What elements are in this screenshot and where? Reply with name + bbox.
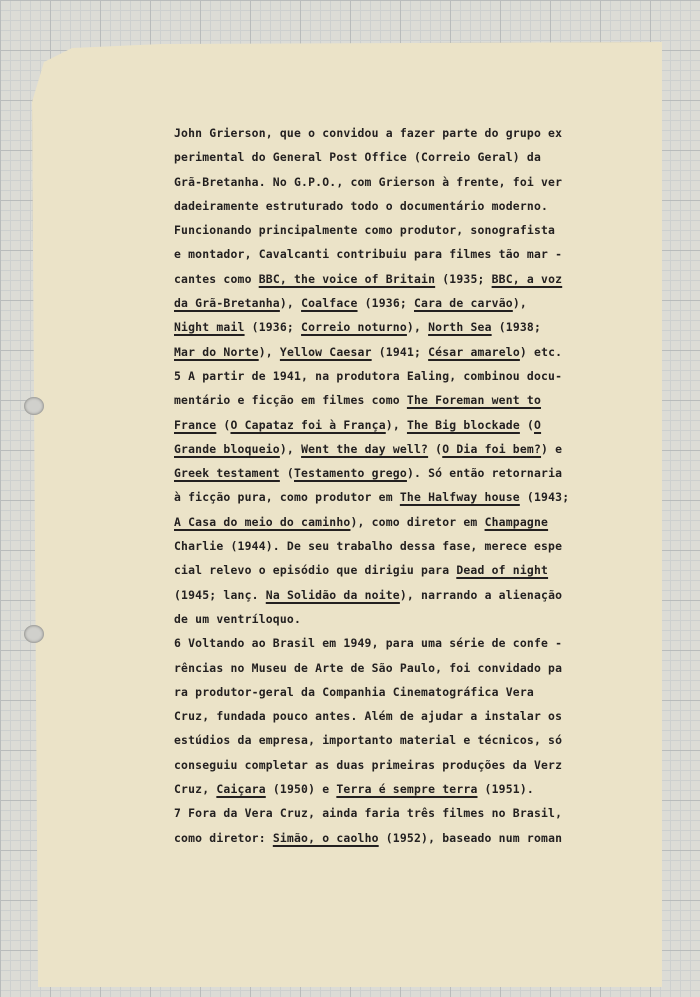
underlined-title: The Big blockade <box>406 417 520 432</box>
text-line <box>174 826 604 850</box>
punch-hole <box>24 397 44 415</box>
underlined-title: Grande bloqueio <box>174 441 280 456</box>
text-line <box>174 194 604 218</box>
text-line <box>174 218 604 242</box>
text-line <box>174 121 604 145</box>
text-segment: (1950) e <box>265 782 337 797</box>
text-segment: ), <box>279 441 302 456</box>
text-line <box>174 656 604 680</box>
typed-text-block <box>174 121 604 850</box>
underlined-title: O Capataz foi à França <box>230 417 386 432</box>
underlined-title: BBC, the voice of Britain <box>258 271 436 286</box>
text-line <box>174 340 604 364</box>
underlined-title: North Sea <box>428 320 492 335</box>
punch-hole <box>24 625 44 643</box>
text-segment: ( <box>279 466 294 481</box>
text-segment: ). Só então retornaria <box>406 466 563 481</box>
text-segment: perimental do General Post Office (Correio Geral) da <box>174 150 542 165</box>
text-line <box>174 461 604 485</box>
text-segment: (1941; <box>371 344 429 359</box>
text-segment: (1935; <box>435 271 492 286</box>
text-segment: cial relevo o episódio que dirigiu para <box>174 563 457 578</box>
underlined-title: Greek testament <box>174 466 280 481</box>
underlined-title: Mar do Norte <box>174 344 259 359</box>
text-segment: John Grierson, que o convidou a fazer parte do grupo ex <box>174 126 563 140</box>
text-line <box>174 777 604 801</box>
text-segment: Cruz, fundada pouco antes. Além de ajudar a instalar os <box>174 709 563 724</box>
text-segment: conseguiu completar as duas primeiras produções da Verz <box>174 757 563 772</box>
text-segment: (1936; <box>357 296 414 311</box>
text-line <box>174 170 604 194</box>
underlined-title: The Halfway house <box>399 490 520 505</box>
text-segment: dadeiramente estruturado todo o documentário moderno. <box>174 198 549 213</box>
text-line <box>174 267 604 291</box>
text-segment: Charlie (1944). De seu trabalho dessa fase, merece espe <box>174 539 563 554</box>
underlined-title: The Foreman went to <box>406 393 542 408</box>
text-line <box>174 534 604 558</box>
text-segment: de um ventríloquo. <box>174 611 302 626</box>
text-line <box>174 291 604 315</box>
text-line <box>174 728 604 752</box>
text-segment: rências no Museu de Arte de São Paulo, foi convidado pa <box>174 660 563 675</box>
text-segment: (1945; lanç. <box>174 587 266 602</box>
text-segment: ( <box>216 417 231 432</box>
text-line <box>174 315 604 339</box>
text-segment: 6 Voltando ao Brasil em 1949, para uma série de confe - <box>174 636 563 651</box>
underlined-title: Went the day well? <box>301 441 429 456</box>
text-segment: (1936; <box>244 320 302 335</box>
text-line <box>174 583 604 607</box>
text-segment: 5 A partir de 1941, na produtora Ealing, combinou docu- <box>174 368 563 383</box>
underlined-title: Terra é sempre terra <box>336 782 478 797</box>
underlined-title: Yellow Caesar <box>279 344 372 359</box>
text-segment: ), <box>385 417 407 432</box>
text-segment: ), <box>258 344 280 359</box>
text-segment: ( <box>428 441 443 456</box>
text-line <box>174 558 604 582</box>
text-line <box>174 242 604 266</box>
text-line <box>174 607 604 631</box>
underlined-title: Champagne <box>484 514 549 529</box>
text-line <box>174 801 604 825</box>
text-segment: cantes como <box>174 271 259 286</box>
underlined-title: Simão, o caolho <box>272 830 379 845</box>
text-line <box>174 437 604 461</box>
underlined-title: O <box>534 417 542 432</box>
underlined-title: Correio noturno <box>301 320 407 335</box>
underlined-title: da Grã-Bretanha <box>174 296 280 311</box>
underlined-title: Cara de carvão <box>414 296 513 311</box>
text-segment: ) e <box>541 441 563 456</box>
text-segment: (1951). <box>477 782 534 797</box>
text-segment: estúdios da empresa, importanto material e técnicos, só <box>174 733 563 748</box>
text-line <box>174 413 604 437</box>
underlined-title: Caiçara <box>216 782 266 797</box>
text-segment: e montador, Cavalcanti contribuiu para filmes tão mar - <box>174 247 563 262</box>
text-segment: ) etc. <box>519 344 563 359</box>
text-segment: ra produtor-geral da Companhia Cinematográfica Vera <box>174 684 534 699</box>
text-line <box>174 364 604 388</box>
text-line <box>174 704 604 728</box>
text-line <box>174 485 604 509</box>
text-segment: mentário e ficção em filmes como <box>174 393 407 408</box>
text-segment: Grã-Bretanha. No G.P.O., com Grierson à frente, foi ver <box>174 174 563 189</box>
text-segment: ), <box>279 296 302 311</box>
text-segment: ), <box>406 320 429 335</box>
text-segment: (1938; <box>491 320 542 335</box>
text-segment: ( <box>519 417 535 432</box>
text-segment: como diretor: <box>174 830 273 845</box>
underlined-title: Na Solidão da noite <box>265 587 400 602</box>
text-segment: ), narrando a alienação <box>399 587 563 602</box>
underlined-title: BBC, a voz <box>491 271 563 286</box>
underlined-title: Night mail <box>174 320 245 335</box>
underlined-title: Coalface <box>301 296 358 311</box>
text-line <box>174 753 604 777</box>
text-segment: Cruz, <box>174 782 217 797</box>
underlined-title: César amarelo <box>428 344 520 359</box>
underlined-title: O Dia foi bem? <box>442 441 542 456</box>
text-segment: (1952), baseado num roman <box>378 830 563 845</box>
text-line <box>174 145 604 169</box>
text-segment: ), <box>512 296 527 311</box>
text-line <box>174 680 604 704</box>
underlined-title: France <box>174 417 217 432</box>
text-line <box>174 631 604 655</box>
underlined-title: A Casa do meio do caminho <box>174 514 351 529</box>
underlined-title: Testamento grego <box>294 466 407 481</box>
text-segment: Funcionando principalmente como produtor, sonografista <box>174 223 556 238</box>
text-segment: ), como diretor em <box>350 514 485 529</box>
text-segment: (1943; <box>519 490 570 505</box>
text-segment: 7 Fora da Vera Cruz, ainda faria três filmes no Brasil, <box>174 806 563 821</box>
text-segment: à ficção pura, como produtor em <box>174 490 400 505</box>
text-line <box>174 510 604 534</box>
text-line <box>174 388 604 412</box>
underlined-title: Dead of night <box>456 563 549 578</box>
